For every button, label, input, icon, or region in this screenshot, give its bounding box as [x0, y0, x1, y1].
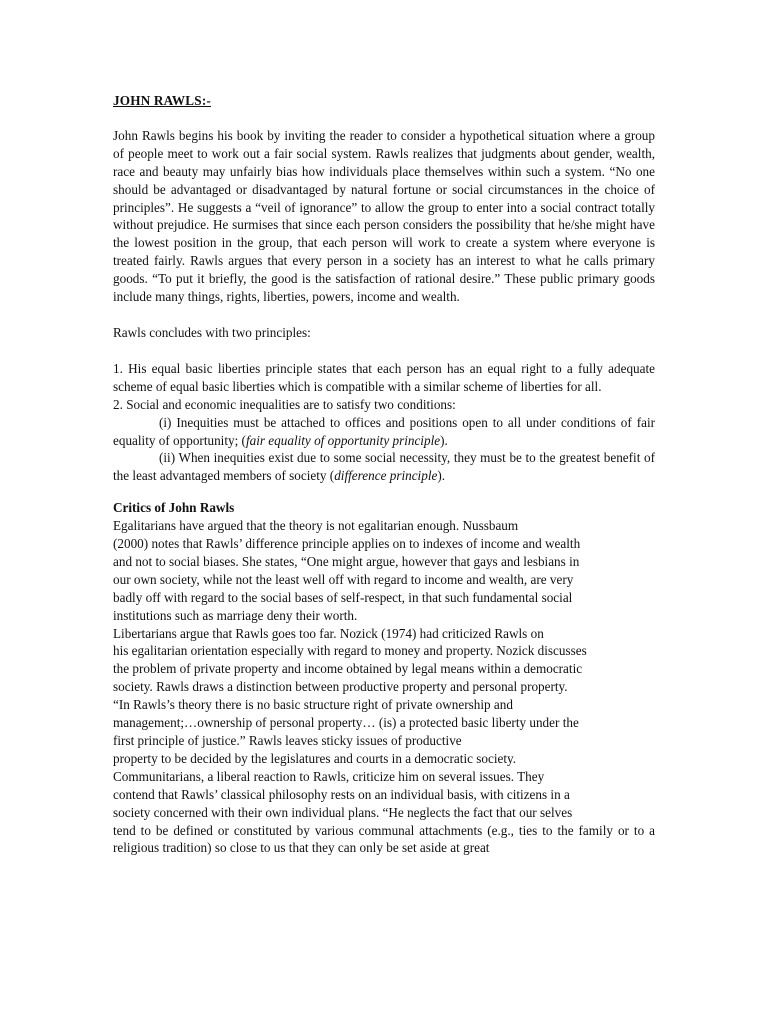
critics-line: the problem of private property and income obtained by legal means within a democratic — [113, 661, 583, 677]
critics-line: Communitarians, a liberal reaction to Rawls, criticize him on several issues. They — [113, 768, 545, 784]
critics-line: contend that Rawls’ classical philosophy rests on an individual basis, with citizens in a — [113, 786, 570, 802]
critics-line: society. Rawls draws a distinction between productive property and personal property. — [113, 679, 568, 695]
critics-closing-text: tend to be defined or constituted by various communal attachments (e.g., ties to the family or to a religious tradition) so close to us that they can only be set aside at great — [113, 822, 655, 856]
critics-line: society concerned with their own individual plans. “He neglects the fact that our selves — [113, 804, 573, 820]
critics-line: our own society, while not the least well off with regard to income and wealth, are very — [113, 571, 574, 587]
critics-text — [113, 517, 655, 857]
document-body — [113, 92, 655, 857]
principle-1: 1. His equal basic liberties principle states that each person has an equal right to a fully adequate scheme of equal basic liberties which is compatible with a similar scheme of liberties for all. — [113, 360, 655, 394]
critics-line: badly off with regard to the social bases of self-respect, in that such fundamental social — [113, 589, 573, 605]
difference-principle-term: difference principle — [334, 468, 438, 484]
condition-ii: (ii) When inequities exist due to some social necessity, they must be to the greatest benefit of the least advantaged members of society (difference principle). — [113, 450, 655, 484]
principles-intro: Rawls concludes with two principles: — [113, 324, 311, 340]
critics-line: his egalitarian orientation especially with regard to money and property. Nozick discusses — [113, 643, 587, 659]
critics-line: and not to social biases. She states, “One might argue, however that gays and lesbians in — [113, 553, 580, 569]
critics-line: Libertarians argue that Rawls goes too far. Nozick (1974) had criticized Rawls on — [113, 625, 544, 641]
fair-equality-term: fair equality of opportunity principle — [245, 432, 441, 448]
document-heading: JOHN RAWLS:- — [113, 93, 212, 108]
intro-paragraph: John Rawls begins his book by inviting the reader to consider a hypothetical situation where a group of people meet to work out a fair social system. Rawls realizes that judgments about gender, wealth, race and beauty may unfairly bias how individuals place themselves within such a system. “No one should be advantaged or disadvantaged by natural fortune or social circumstances in the choice of principles”. He suggests a “veil of ignorance” to allow the group to enter into a social contract totally without prejudice. He surmises that since each person considers the possibility that he/she might have the lowest position in the group, that each person will work to create a system where everyone is treated fairly. Rawls argues that every person in a society has an interest to what he calls primary goods. “To put it briefly, the good is the satisfaction of rational desire.” These public primary goods include many things, rights, liberties, powers, income and wealth. — [113, 127, 655, 305]
critics-line: Egalitarians have argued that the theory is not egalitarian enough. Nussbaum — [113, 518, 519, 534]
critics-heading: Critics of John Rawls — [113, 500, 235, 516]
critics-line: property to be decided by the legislatures and courts in a democratic society. — [113, 750, 517, 766]
critics-line: “In Rawls’s theory there is no basic structure right of private ownership and — [113, 697, 513, 713]
principle-2: 2. Social and economic inequalities are to satisfy two conditions: — [113, 396, 456, 412]
condition-i: (i) Inequities must be attached to offices and positions open to all under conditions of fair equality of opportunity; (fair equality of opportunity principle). — [113, 414, 655, 448]
critics-line: first principle of justice.” Rawls leaves sticky issues of productive — [113, 733, 462, 748]
critics-line: (2000) notes that Rawls’ difference principle applies on to indexes of income and wealth — [113, 536, 581, 552]
critics-line: management;…ownership of personal property… (is) a protected basic liberty under the — [113, 715, 579, 731]
critics-line: institutions such as marriage deny their worth. — [113, 607, 358, 623]
